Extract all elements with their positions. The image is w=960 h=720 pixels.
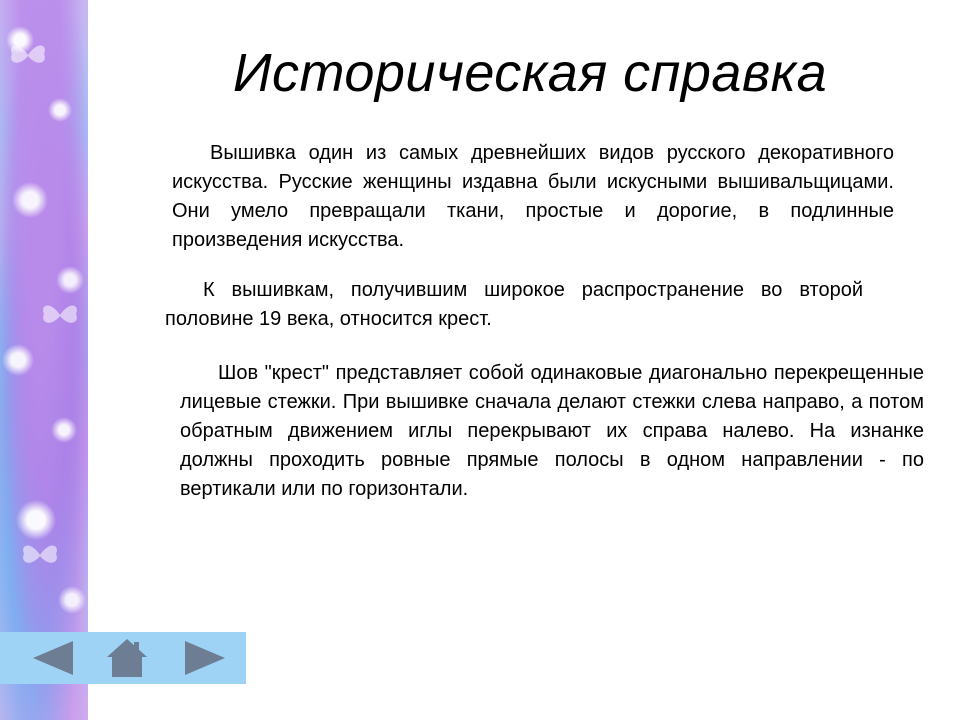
arrow-left-icon	[31, 639, 75, 677]
home-button[interactable]	[92, 632, 162, 684]
previous-slide-button[interactable]	[18, 632, 88, 684]
butterfly-icon	[8, 40, 48, 70]
arrow-right-icon	[183, 639, 227, 677]
slide-title: Историческая справка	[232, 43, 828, 103]
decorative-side-strip	[0, 0, 88, 720]
paragraph-cross-stitch-description: Шов "крест" представляет собой одинаковые диагонально перекрещенные лицевые стежки. При вышивке сначала делают стежки слева направо, а потом обратным движением иглы перекрывают их справа налево. На изнанке должны проходить ровные прямые полосы в одном направлении - по вертикали или по горизонтали.	[180, 362, 924, 500]
navigation-bar	[0, 632, 246, 684]
paragraph-history: Вышивка один из самых древнейших видов русского декоративного искусства. Русские женщины издавна были искусными вышивальщицами. Они умело превращали ткани, простые и дорогие, в подлинные произведения искусства.	[172, 142, 894, 251]
butterfly-icon	[20, 540, 60, 570]
next-slide-button[interactable]	[170, 632, 240, 684]
home-icon	[105, 637, 149, 679]
paragraph-cross-stitch-origin: К вышивкам, получившим широкое распространение во второй половине 19 века, относится крест.	[165, 279, 863, 330]
butterfly-icon	[40, 300, 80, 330]
